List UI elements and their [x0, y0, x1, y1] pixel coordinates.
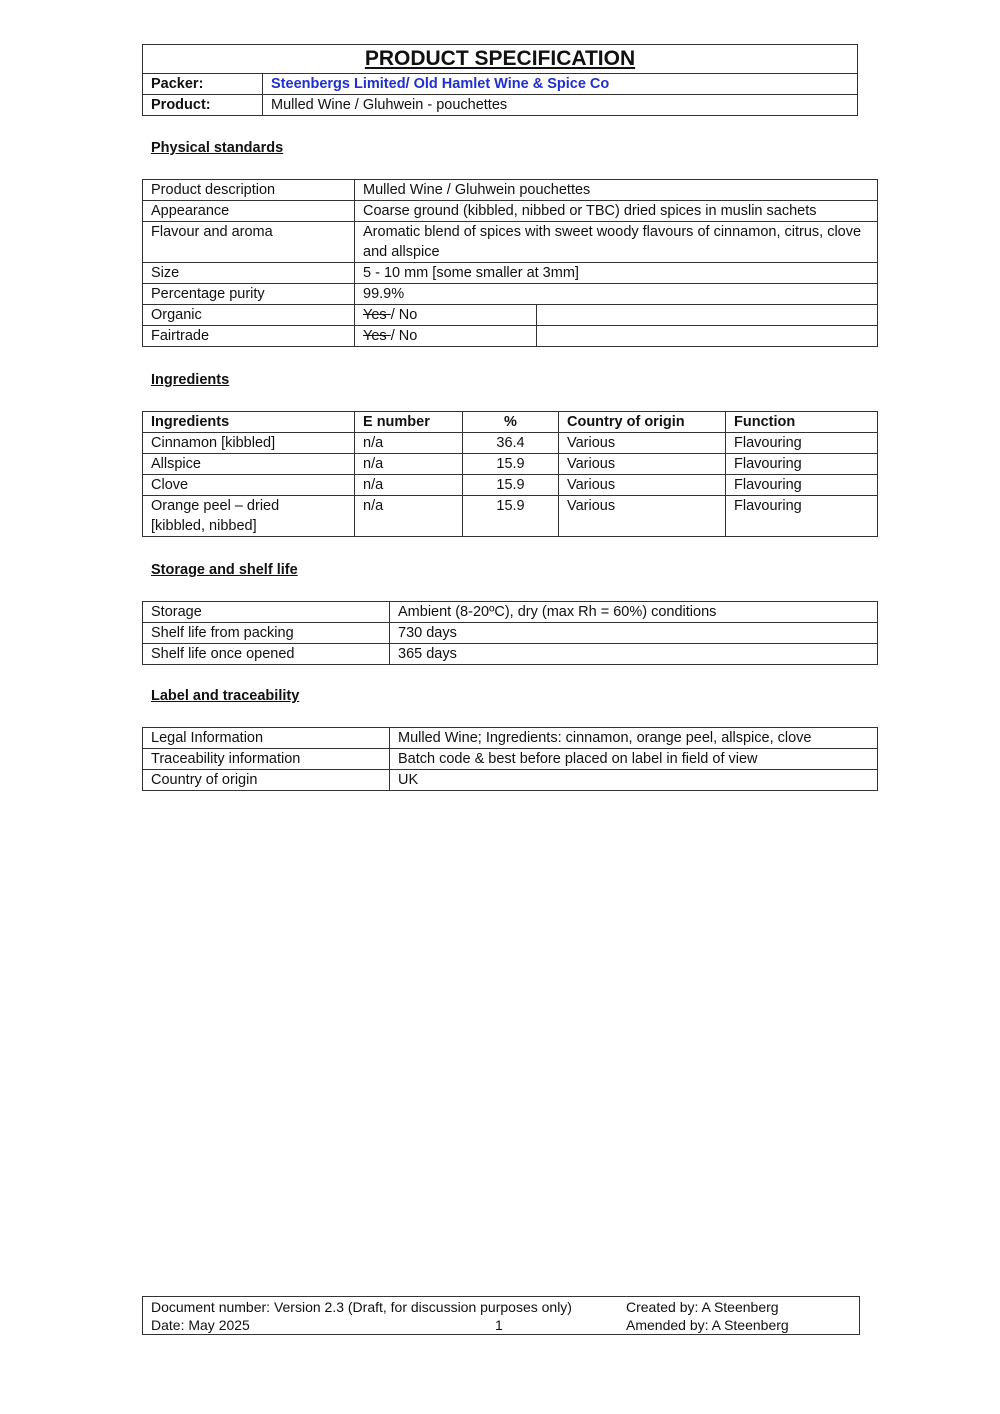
organic-empty-cell: [537, 305, 878, 326]
packer-value: Steenbergs Limited/ Old Hamlet Wine & Spice Co: [263, 74, 858, 95]
row-label: Legal Information: [143, 728, 390, 749]
table-cell: Various: [559, 496, 726, 537]
fairtrade-yes-struck: Yes: [363, 328, 391, 344]
table-cell: Flavouring: [726, 475, 878, 496]
row-label: Flavour and aroma: [143, 222, 355, 263]
row-value: Mulled Wine / Gluhwein pouchettes: [355, 180, 878, 201]
ingredients-table: [142, 411, 878, 537]
table-cell: Various: [559, 475, 726, 496]
row-value: 730 days: [390, 623, 878, 644]
document-footer: [142, 1296, 860, 1335]
table-cell: 15.9: [463, 454, 559, 475]
product-label: Product:: [143, 95, 263, 116]
packer-label: Packer:: [143, 74, 263, 95]
row-label: Country of origin: [143, 770, 390, 791]
column-header: %: [463, 412, 559, 433]
table-cell: n/a: [355, 454, 463, 475]
table-cell: Flavouring: [726, 433, 878, 454]
organic-no: / No: [390, 307, 418, 323]
table-row: [143, 263, 878, 284]
storage-heading: Storage and shelf life: [151, 562, 298, 578]
row-value: Coarse ground (kibbled, nibbed or TBC) dried spices in muslin sachets: [355, 201, 878, 222]
fairtrade-empty-cell: [537, 326, 878, 347]
document-title: PRODUCT SPECIFICATION: [143, 45, 858, 74]
table-row: [143, 326, 878, 347]
table-header-row: [143, 412, 878, 433]
table-cell: n/a: [355, 496, 463, 537]
row-label: Shelf life once opened: [143, 644, 390, 665]
table-row: [143, 623, 878, 644]
table-cell: n/a: [355, 475, 463, 496]
table-cell: Flavouring: [726, 454, 878, 475]
physical-standards-table: [142, 179, 878, 347]
row-label: Storage: [143, 602, 390, 623]
row-label: Size: [143, 263, 355, 284]
document-number: Document number: Version 2.3 (Draft, for discussion purposes only): [151, 1299, 572, 1315]
page-number: 1: [495, 1317, 503, 1333]
table-cell: Various: [559, 433, 726, 454]
table-cell: n/a: [355, 433, 463, 454]
table-cell: Clove: [143, 475, 355, 496]
row-value: Aromatic blend of spices with sweet woody flavours of cinnamon, citrus, clove and allspice: [355, 222, 878, 263]
table-row: [143, 728, 878, 749]
table-row: [143, 284, 878, 305]
document-date: Date: May 2025: [151, 1317, 250, 1333]
physical-standards-heading: Physical standards: [151, 140, 284, 156]
row-label: Shelf life from packing: [143, 623, 390, 644]
created-by: Created by: A Steenberg: [626, 1299, 779, 1315]
table-row: [143, 475, 878, 496]
row-value: 99.9%: [355, 284, 878, 305]
fairtrade-no: / No: [390, 328, 418, 344]
row-value: 5 - 10 mm [some smaller at 3mm]: [355, 263, 878, 284]
table-row: [143, 180, 878, 201]
column-header: Ingredients: [143, 412, 355, 433]
table-row: [143, 222, 878, 263]
table-cell: Flavouring: [726, 496, 878, 537]
fairtrade-value: [355, 326, 537, 347]
header-table: [142, 44, 858, 116]
row-label: Appearance: [143, 201, 355, 222]
organic-yes-struck: Yes: [363, 307, 391, 323]
table-cell: 15.9: [463, 475, 559, 496]
label-table: [142, 727, 878, 791]
organic-label: Organic: [143, 305, 355, 326]
row-value: UK: [390, 770, 878, 791]
column-header: E number: [355, 412, 463, 433]
table-cell: Various: [559, 454, 726, 475]
table-row: [143, 496, 878, 537]
row-value: Ambient (8-20ºC), dry (max Rh = 60%) conditions: [390, 602, 878, 623]
column-header: Country of origin: [559, 412, 726, 433]
table-cell: 36.4: [463, 433, 559, 454]
table-row: [143, 770, 878, 791]
row-value: Batch code & best before placed on label in field of view: [390, 749, 878, 770]
row-value: 365 days: [390, 644, 878, 665]
table-cell: 15.9: [463, 496, 559, 537]
amended-by: Amended by: A Steenberg: [626, 1317, 789, 1333]
table-cell: Orange peel – dried [kibbled, nibbed]: [143, 496, 355, 537]
table-row: [143, 433, 878, 454]
table-row: [143, 201, 878, 222]
row-label: Product description: [143, 180, 355, 201]
table-row: [143, 454, 878, 475]
row-value: Mulled Wine; Ingredients: cinnamon, orange peel, allspice, clove: [390, 728, 878, 749]
row-label: Traceability information: [143, 749, 390, 770]
table-cell: Cinnamon [kibbled]: [143, 433, 355, 454]
fairtrade-label: Fairtrade: [143, 326, 355, 347]
storage-table: [142, 601, 878, 665]
table-row: [143, 749, 878, 770]
table-row: [143, 305, 878, 326]
product-value: Mulled Wine / Gluhwein - pouchettes: [263, 95, 858, 116]
table-row: [143, 602, 878, 623]
column-header: Function: [726, 412, 878, 433]
row-label: Percentage purity: [143, 284, 355, 305]
ingredients-heading: Ingredients: [151, 372, 230, 388]
table-row: [143, 644, 878, 665]
organic-value: [355, 305, 537, 326]
label-heading: Label and traceability: [151, 688, 300, 704]
table-cell: Allspice: [143, 454, 355, 475]
